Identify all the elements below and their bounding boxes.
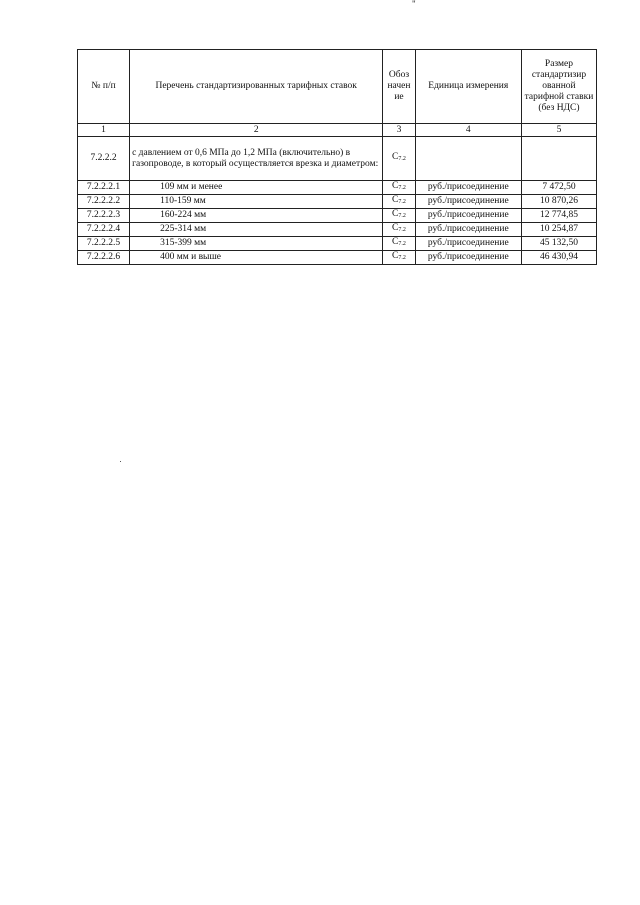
row-symbol: $C_{7.2}$ bbox=[383, 209, 415, 223]
row-unit: руб./присоединение bbox=[415, 251, 521, 265]
column-number: 2 bbox=[130, 124, 383, 137]
row-description: 109 мм и менее bbox=[130, 181, 383, 195]
row-unit: руб./присоединение bbox=[415, 195, 521, 209]
table-row bbox=[78, 251, 597, 265]
table-row bbox=[78, 237, 597, 251]
row-number: 7.2.2.2.1 bbox=[78, 181, 130, 195]
row-number: 7.2.2.2.5 bbox=[78, 237, 130, 251]
header-rate: Размер стандартизир ованной тарифной ставки (без НДС) bbox=[521, 50, 596, 124]
scan-speck bbox=[120, 461, 121, 462]
row-number: 7.2.2.2.3 bbox=[78, 209, 130, 223]
row-unit: руб./присоединение bbox=[415, 223, 521, 237]
column-number: 1 bbox=[78, 124, 130, 137]
header-symbol: Обоз начен ие bbox=[383, 50, 415, 124]
table-row bbox=[78, 181, 597, 195]
row-number: 7.2.2.2.6 bbox=[78, 251, 130, 265]
table-row bbox=[78, 209, 597, 223]
header-unit: Единица измерения bbox=[415, 50, 521, 124]
row-symbol: $C_{7.2}$ bbox=[383, 223, 415, 237]
column-number-row bbox=[78, 124, 597, 137]
row-symbol: $C_{7.2}$ bbox=[383, 181, 415, 195]
column-number: 4 bbox=[415, 124, 521, 137]
column-number: 5 bbox=[521, 124, 596, 137]
row-value: 12 774,85 bbox=[521, 209, 596, 223]
row-unit: руб./присоединение bbox=[415, 181, 521, 195]
row-description: 225-314 мм bbox=[130, 223, 383, 237]
row-value bbox=[521, 137, 596, 181]
row-number: 7.2.2.2.4 bbox=[78, 223, 130, 237]
row-number: 7.2.2.2 bbox=[78, 137, 130, 181]
row-value: 7 472,50 bbox=[521, 181, 596, 195]
row-value: 10 254,87 bbox=[521, 223, 596, 237]
row-number: 7.2.2.2.2 bbox=[78, 195, 130, 209]
row-value: 46 430,94 bbox=[521, 251, 596, 265]
table-row bbox=[78, 195, 597, 209]
row-symbol: $C_{7.2}$ bbox=[383, 237, 415, 251]
row-value: 10 870,26 bbox=[521, 195, 596, 209]
column-number: 3 bbox=[383, 124, 415, 137]
row-symbol: $C_{7.2}$ bbox=[383, 137, 415, 181]
row-unit bbox=[415, 137, 521, 181]
header-description: Перечень стандартизированных тарифных ставок bbox=[130, 50, 383, 124]
group-row bbox=[78, 137, 597, 181]
row-description: 400 мм и выше bbox=[130, 251, 383, 265]
row-unit: руб./присоединение bbox=[415, 209, 521, 223]
row-value: 45 132,50 bbox=[521, 237, 596, 251]
header-row bbox=[78, 50, 597, 124]
page-mark: " bbox=[412, 0, 416, 9]
tariff-table bbox=[77, 49, 597, 265]
header-number: № п/п bbox=[78, 50, 130, 124]
table-row bbox=[78, 223, 597, 237]
row-description: 160-224 мм bbox=[130, 209, 383, 223]
row-description: 315-399 мм bbox=[130, 237, 383, 251]
row-symbol: $C_{7.2}$ bbox=[383, 251, 415, 265]
row-description: 110-159 мм bbox=[130, 195, 383, 209]
row-unit: руб./присоединение bbox=[415, 237, 521, 251]
row-symbol: $C_{7.2}$ bbox=[383, 195, 415, 209]
row-description: с давлением от 0,6 МПа до 1,2 МПа (включительно) в газопроводе, в который осуществляется врезка и диаметром: bbox=[130, 137, 383, 181]
